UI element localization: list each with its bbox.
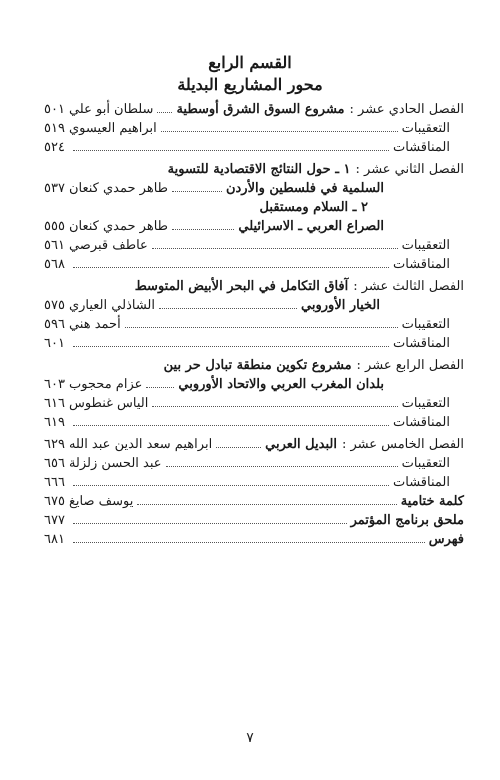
toc-page-number: ٥١٩ bbox=[44, 121, 65, 136]
toc-entry-title: الصراع العربي ـ الاسرائيلي bbox=[238, 219, 384, 234]
toc-leader-dots bbox=[73, 484, 389, 486]
toc-page-number: ٦٧٧ bbox=[44, 513, 65, 528]
toc-page-number: ٥٠١ bbox=[44, 102, 65, 117]
toc-entry-author: طاهر حمدي كنعان bbox=[68, 181, 168, 196]
toc-entry-author: ابراهيم العيسوي bbox=[68, 121, 157, 136]
toc-entry bbox=[44, 277, 464, 296]
toc-entry-author: ابراهيم سعد الدين عبد الله bbox=[68, 437, 213, 452]
toc-entry bbox=[44, 236, 464, 255]
toc-leader-dots bbox=[172, 190, 222, 192]
toc-leader-dots bbox=[152, 247, 398, 249]
toc-leader-dots bbox=[73, 266, 389, 268]
toc-entry bbox=[44, 530, 464, 549]
toc-entry bbox=[44, 296, 464, 315]
toc-page-number: ٥٩٦ bbox=[44, 317, 65, 332]
toc-entry-label: التعقيبات bbox=[401, 121, 450, 136]
toc-entry-label: المناقشات bbox=[393, 257, 450, 272]
toc-leader-dots bbox=[172, 228, 234, 230]
toc-entry-label: التعقيبات bbox=[401, 396, 450, 411]
page-number: ٧ bbox=[246, 730, 254, 746]
toc-entry-label: ملحق برنامج المؤتمر bbox=[350, 513, 464, 528]
toc-entry-label: التعقيبات bbox=[401, 238, 450, 253]
toc-entry-label: الفصل الرابع عشر : bbox=[356, 358, 464, 373]
toc-page-number: ٦٦٦ bbox=[44, 475, 65, 490]
toc-entry-title: البديل العربي bbox=[265, 437, 337, 452]
toc-entry bbox=[44, 356, 464, 375]
toc-entry-label: المناقشات bbox=[393, 475, 450, 490]
toc-entry-author: عبد الحسن زلزلة bbox=[68, 456, 162, 471]
toc-entry-author: الشاذلي العياري bbox=[68, 298, 155, 313]
toc-entry-label: التعقيبات bbox=[401, 456, 450, 471]
table-of-contents bbox=[44, 100, 464, 549]
toc-entry-author: عزام محجوب bbox=[68, 377, 143, 392]
toc-page-number: ٦٨١ bbox=[44, 532, 65, 547]
toc-entry-label: المناقشات bbox=[393, 336, 450, 351]
toc-entry-author: عاطف قبرصي bbox=[68, 238, 148, 253]
toc-entry-title: مشروع تكوين منطقة تبادل حر بين bbox=[163, 358, 352, 373]
toc-entry-author: سلطان أبو علي bbox=[68, 102, 154, 117]
toc-page-number: ٥٣٧ bbox=[44, 181, 65, 196]
part-subtitle: محور المشاريع البديلة bbox=[177, 75, 323, 94]
toc-entry bbox=[44, 375, 464, 394]
toc-entry bbox=[44, 315, 464, 334]
toc-leader-dots bbox=[146, 386, 174, 388]
toc-entry-title: بلدان المغرب العربي والاتحاد الأوروبي bbox=[178, 377, 384, 392]
toc-entry-author: طاهر حمدي كنعان bbox=[68, 219, 168, 234]
toc-entry bbox=[44, 119, 464, 138]
toc-entry bbox=[44, 492, 464, 511]
toc-entry-author: يوسف صايغ bbox=[68, 494, 134, 509]
toc-entry bbox=[44, 255, 464, 274]
toc-entry-label: كلمة ختامية bbox=[400, 494, 464, 509]
toc-entry bbox=[44, 394, 464, 413]
toc-page-number: ٦٢٩ bbox=[44, 437, 65, 452]
toc-page-number: ٥٦١ bbox=[44, 238, 65, 253]
toc-entry bbox=[44, 138, 464, 157]
toc-entry-label: الفصل الثالث عشر : bbox=[353, 279, 464, 294]
toc-entry bbox=[44, 217, 464, 236]
toc-entry bbox=[44, 198, 464, 217]
toc-entry-title: آفاق التكامل في البحر الأبيض المتوسط bbox=[134, 279, 349, 294]
toc-leader-dots bbox=[73, 424, 389, 426]
toc-leader-dots bbox=[73, 345, 389, 347]
toc-entry-label: الفصل الحادي عشر : bbox=[349, 102, 464, 117]
toc-leader-dots bbox=[157, 111, 172, 113]
toc-leader-dots bbox=[161, 130, 398, 132]
toc-entry bbox=[44, 435, 464, 454]
toc-entry bbox=[44, 100, 464, 119]
toc-leader-dots bbox=[73, 541, 425, 543]
toc-entry-label: المناقشات bbox=[393, 415, 450, 430]
toc-leader-dots bbox=[159, 307, 297, 309]
toc-entry-label: الفصل الثاني عشر : bbox=[355, 162, 464, 177]
toc-page-number: ٦٧٥ bbox=[44, 494, 65, 509]
toc-entry-title: السلمية في فلسطين والأردن bbox=[225, 181, 384, 196]
toc-page-number: ٥٢٤ bbox=[44, 140, 65, 155]
part-header bbox=[0, 52, 500, 96]
toc-entry-title: ١ ـ حول النتائج الاقتصادية للتسوية bbox=[167, 162, 351, 177]
toc-leader-dots bbox=[73, 149, 389, 151]
part-title: القسم الرابع bbox=[208, 53, 292, 72]
toc-page-number: ٦٥٦ bbox=[44, 456, 65, 471]
toc-entry-title: مشروع السوق الشرق أوسطية bbox=[176, 102, 345, 117]
toc-page-number: ٦٠١ bbox=[44, 336, 65, 351]
toc-entry bbox=[44, 179, 464, 198]
toc-leader-dots bbox=[216, 446, 261, 448]
toc-entry bbox=[44, 473, 464, 492]
toc-entry-label: المناقشات bbox=[393, 140, 450, 155]
toc-page-number: ٦١٦ bbox=[44, 396, 65, 411]
toc-entry bbox=[44, 160, 464, 179]
toc-entry-label: فهرس bbox=[428, 532, 464, 547]
toc-leader-dots bbox=[137, 503, 396, 505]
toc-page-number: ٦٠٣ bbox=[44, 377, 65, 392]
toc-entry bbox=[44, 334, 464, 353]
toc-entry-label: الفصل الخامس عشر : bbox=[341, 437, 464, 452]
toc-leader-dots bbox=[73, 522, 347, 524]
toc-entry bbox=[44, 511, 464, 530]
toc-entry bbox=[44, 454, 464, 473]
toc-leader-dots bbox=[125, 326, 398, 328]
toc-entry-author: أحمد هني bbox=[68, 317, 121, 332]
toc-page-number: ٦١٩ bbox=[44, 415, 65, 430]
toc-entry bbox=[44, 413, 464, 432]
toc-leader-dots bbox=[152, 405, 397, 407]
toc-entry-label: التعقيبات bbox=[401, 317, 450, 332]
toc-page-number: ٥٧٥ bbox=[44, 298, 65, 313]
toc-entry-title: ٢ ـ السلام ومستقبل bbox=[259, 200, 368, 215]
toc-entry-title: الخيار الأوروبي bbox=[301, 298, 380, 313]
toc-entry-author: الياس غنطوس bbox=[68, 396, 149, 411]
toc-page-number: ٥٦٨ bbox=[44, 257, 65, 272]
toc-leader-dots bbox=[166, 465, 398, 467]
toc-page-number: ٥٥٥ bbox=[44, 219, 65, 234]
